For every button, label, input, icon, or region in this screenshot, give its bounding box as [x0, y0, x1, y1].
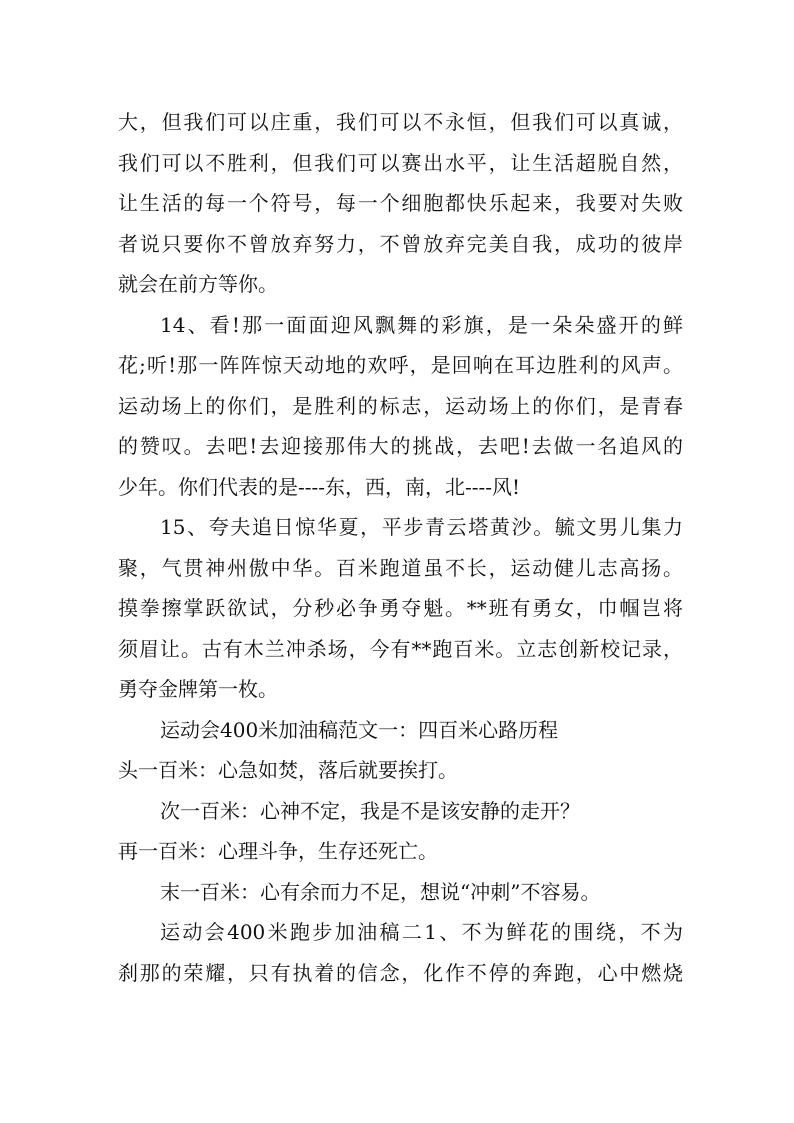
paragraph-14-start: 14、看!那一面面迎风飘舞的彩旗，是一朵朵盛开的鲜: [160, 312, 683, 337]
text-line: 头一百米：心急如焚，落后就要挨打。: [118, 758, 458, 782]
document-body: [118, 102, 683, 993]
text-line: 刹那的荣耀，只有执着的信念，化作不停的奔跑，心中燃烧: [118, 960, 683, 985]
text-line: 次一百米：心神不定，我是不是该安静的走开？: [160, 798, 580, 823]
text-line: 让生活的每一个符号，每一个细胞都快乐起来，我要对失败: [118, 191, 683, 215]
text-line: 的赞叹。去吧!去迎接那伟大的挑战，去吧!去做一名追风的: [118, 434, 683, 458]
text-line: 运动场上的你们，是胜利的标志，运动场上的你们，是青春: [118, 393, 683, 418]
text-line: 末一百米：心有余而力不足，想说“冲刺”不容易。: [160, 879, 601, 904]
text-line: 花;听!那一阵阵惊天动地的欢呼，是回响在耳边胜利的风声。: [118, 353, 683, 377]
text-line: 我们可以不胜利，但我们可以赛出水平，让生活超脱自然，: [118, 150, 683, 175]
section-heading: 运动会400米加油稿范文一：四百米心路历程: [160, 717, 559, 742]
text-line: 者说只要你不曾放弃努力，不曾放弃完美自我，成功的彼岸: [118, 231, 683, 256]
section-heading: 运动会400米跑步加油稿二1、不为鲜花的围绕，不为: [160, 920, 683, 944]
text-line: 再一百米：心理斗争，生存还死亡。: [118, 839, 438, 863]
text-line: 勇夺金牌第一枚。: [118, 677, 278, 701]
text-line: 大，但我们可以庄重，我们可以不永恒，但我们可以真诚，: [118, 110, 683, 134]
text-line: 摸拳擦掌跃欲试，分秒必争勇夺魁。**班有勇女，巾帼岂将: [118, 596, 683, 620]
text-line: 须眉让。古有木兰冲杀场，今有**跑百米。立志创新校记录，: [118, 636, 683, 661]
text-line: 就会在前方等你。: [118, 272, 278, 296]
text-line: 少年。你们代表的是----东，西，南，北----风!: [118, 474, 521, 499]
text-line: 聚，气贯神州傲中华。百米跑道虽不长，运动健儿志高扬。: [118, 555, 683, 580]
paragraph-15-start: 15、夸夫追日惊华夏，平步青云塔黄沙。毓文男儿集力: [160, 515, 683, 539]
